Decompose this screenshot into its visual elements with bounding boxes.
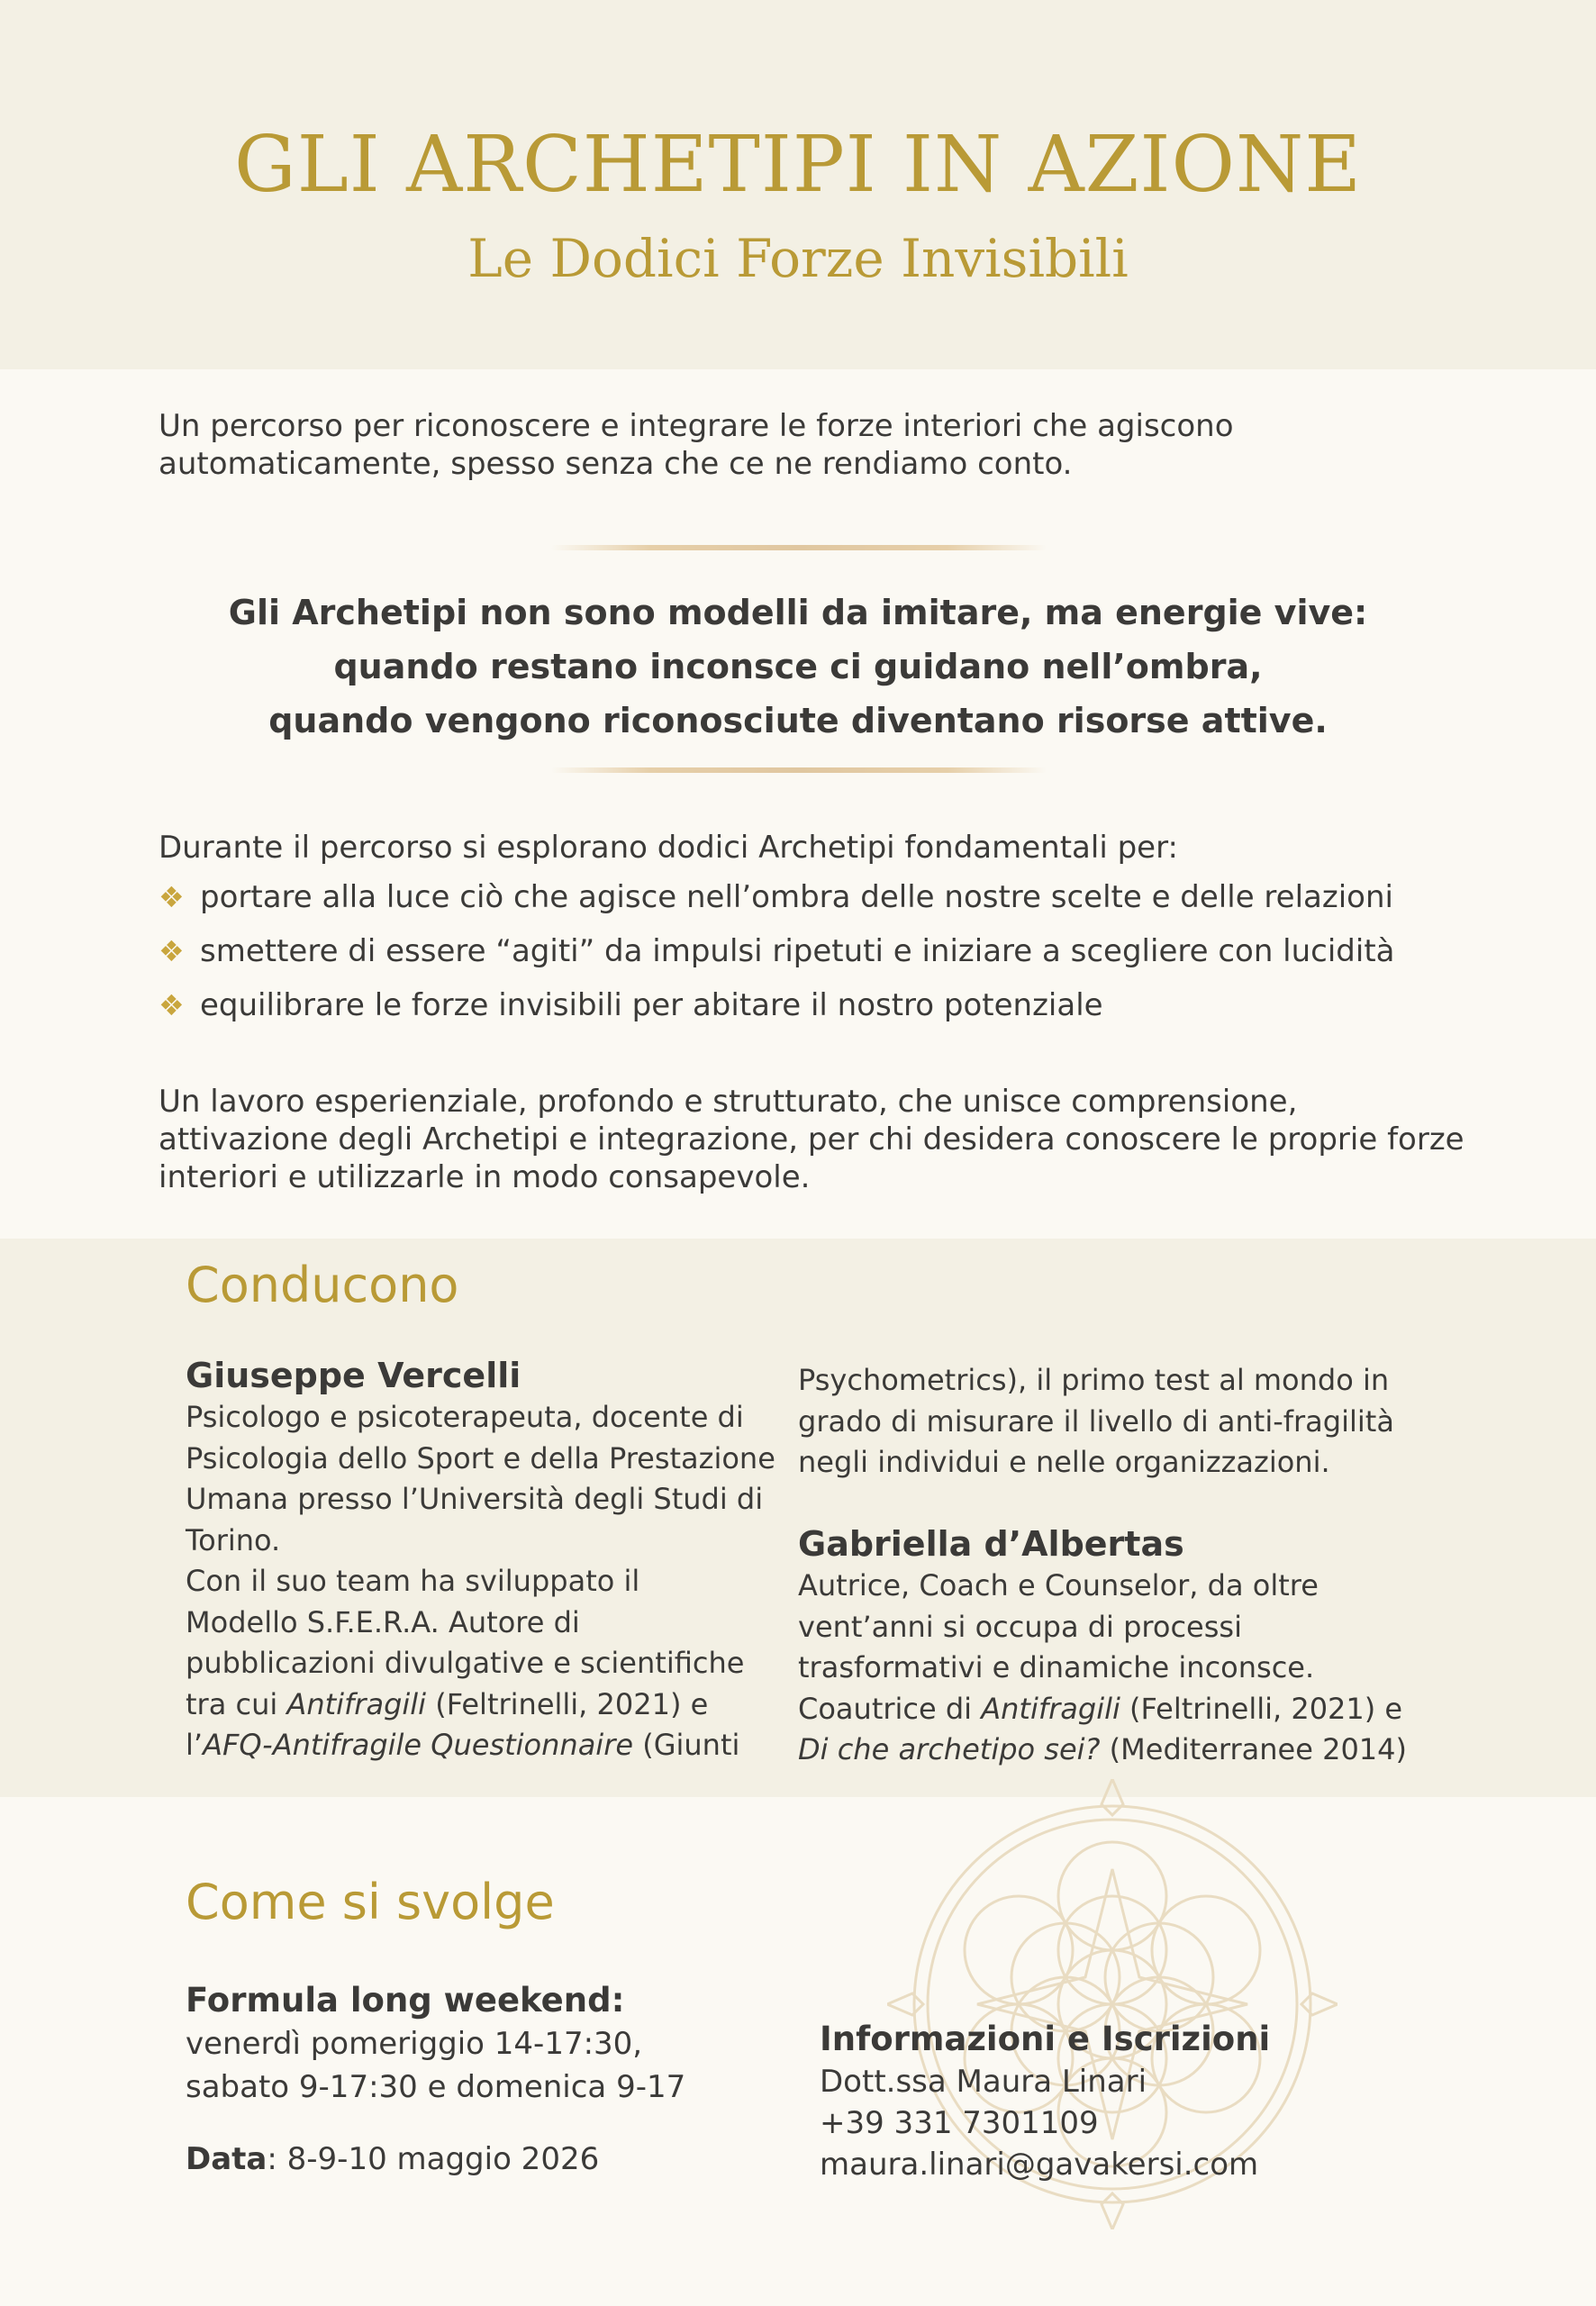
bio-text: (Giunti	[633, 1728, 740, 1762]
bio-line: Psicologia dello Sport e della Prestazione	[186, 1440, 775, 1475]
bio-line: Autrice, Coach e Counselor, da oltre	[798, 1568, 1319, 1602]
conducono-title: Conducono	[186, 1257, 459, 1313]
quote-block	[180, 586, 1416, 748]
list-item-text: smettere di essere “agiti” da impulsi ripetuti e iniziare a scegliere con lucidità	[200, 933, 1395, 969]
bio-line	[798, 1689, 1407, 1730]
contact-name: Dott.ssa Maura Linari	[820, 2064, 1147, 2100]
bio-text: tra cui	[186, 1686, 287, 1721]
bio-line	[798, 1730, 1407, 1771]
bio-line: Umana presso l’Università degli Studi di	[186, 1482, 764, 1516]
bio-line: Modello S.F.E.R.A. Autore di	[186, 1604, 580, 1639]
person2-name: Gabriella d’Albertas	[798, 1524, 1184, 1564]
formula-line: sabato 9-17:30 e domenica 9-17	[186, 2069, 686, 2105]
contact-phone: +39 331 7301109	[820, 2105, 1099, 2141]
bio-line	[186, 1684, 775, 1726]
info-details	[820, 2061, 1258, 2185]
diamond-bullet-icon: ❖	[159, 988, 185, 1022]
list-item	[159, 878, 1395, 932]
bio-text: (Feltrinelli, 2021) e	[1120, 1691, 1403, 1726]
info-title: Informazioni e Iscrizioni	[820, 2020, 1271, 2058]
quote-line: quando vengono riconosciute diventano risorse attive.	[268, 701, 1328, 740]
bio-line: trasformativi e dinamiche inconsce.	[798, 1650, 1315, 1684]
header-band	[0, 0, 1596, 369]
diamond-bullet-icon: ❖	[159, 880, 185, 914]
contact-email: maura.linari@gavakersi.com	[820, 2147, 1259, 2183]
date-label: Data	[186, 2141, 268, 2177]
intro-line: automaticamente, spesso senza che ce ne rendiamo conto.	[159, 446, 1073, 482]
book-title: AFQ-Antifragile Questionnaire	[203, 1728, 634, 1762]
quote-line: Gli Archetipi non sono modelli da imitare, ma energie vive:	[228, 593, 1368, 632]
person1-bio-continued	[798, 1360, 1394, 1484]
bio-text: Coautrice di	[798, 1691, 982, 1726]
book-title: Antifragili	[981, 1691, 1120, 1726]
list-item	[159, 986, 1395, 1040]
diamond-bullet-icon: ❖	[159, 934, 185, 968]
bio-line: pubblicazioni divulgative e scientifiche	[186, 1646, 745, 1680]
formula-line: venerdì pomeriggio 14-17:30,	[186, 2026, 643, 2062]
bio-line	[186, 1725, 775, 1766]
bio-line: Con il suo team ha sviluppato il	[186, 1564, 640, 1598]
divider-top	[551, 545, 1047, 550]
page-title: GLI ARCHETIPI IN AZIONE	[234, 120, 1362, 210]
work-paragraph	[159, 1083, 1474, 1196]
book-title: Antifragili	[286, 1686, 427, 1721]
bio-text: (Feltrinelli, 2021) e	[426, 1686, 709, 1721]
list-item-text: equilibrare le forze invisibili per abitare il nostro potenziale	[200, 987, 1103, 1023]
bio-line: vent’anni si occupa di processi	[798, 1609, 1242, 1644]
date-line	[186, 2139, 599, 2181]
formula-details	[186, 2022, 685, 2109]
book-title: Di che archetipo sei?	[798, 1732, 1101, 1766]
date-value: : 8-9-10 maggio 2026	[267, 2141, 600, 2177]
work-line: attivazione degli Archetipi e integrazione, per chi desidera conoscere le proprie forze	[159, 1121, 1465, 1158]
formula-label: Formula long weekend:	[186, 1981, 625, 2020]
work-line: Un lavoro esperienziale, profondo e strutturato, che unisce comprensione,	[159, 1084, 1298, 1120]
intro-line: Un percorso per riconoscere e integrare le forze interiori che agiscono	[159, 408, 1234, 444]
quote-line: quando restano inconsce ci guidano nell’ombra,	[333, 647, 1263, 686]
person2-bio	[798, 1566, 1407, 1771]
list-item-text: portare alla luce ciò che agisce nell’ombra delle nostre scelte e delle relazioni	[200, 879, 1393, 915]
list-item	[159, 932, 1395, 986]
bio-text: l’	[186, 1728, 204, 1762]
bio-line: Psicologo e psicoterapeuta, docente di	[186, 1400, 744, 1434]
person1-bio	[186, 1397, 775, 1766]
bio-line: negli individui e nelle organizzazioni.	[798, 1445, 1330, 1479]
during-paragraph: Durante il percorso si esplorano dodici Archetipi fondamentali per:	[159, 830, 1178, 866]
page-subtitle: Le Dodici Forze Invisibili	[467, 228, 1129, 289]
come-title: Come si svolge	[186, 1874, 555, 1930]
bio-line: Torino.	[186, 1522, 281, 1557]
person1-name: Giuseppe Vercelli	[186, 1356, 521, 1395]
bio-text: (Mediterranee 2014)	[1100, 1732, 1407, 1766]
intro-paragraph	[159, 407, 1465, 483]
bio-line: grado di misurare il livello di anti-fragilità	[798, 1403, 1394, 1439]
bio-line: Psychometrics), il primo test al mondo in	[798, 1363, 1390, 1397]
work-line: interiori e utilizzarle in modo consapevole.	[159, 1159, 811, 1195]
objectives-list	[159, 878, 1395, 1040]
divider-bottom	[551, 767, 1047, 773]
